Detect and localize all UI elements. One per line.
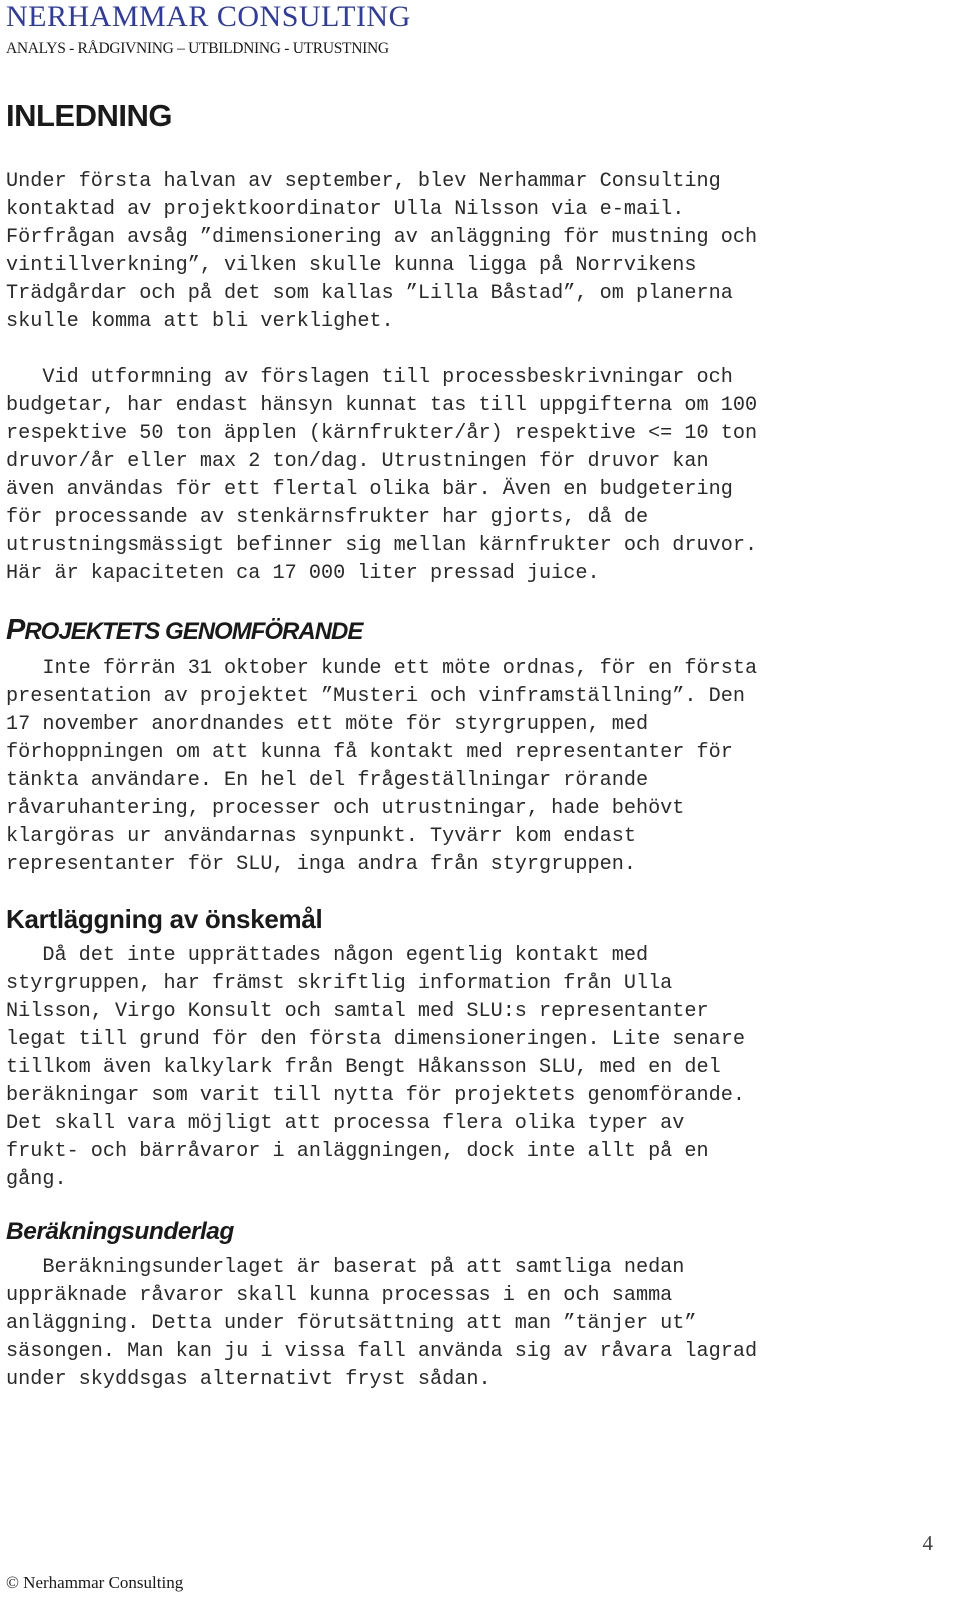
footer-copyright: © Nerhammar Consulting — [6, 1573, 184, 1592]
heading-inledning: INLEDNING — [6, 98, 172, 133]
calculation-paragraph: Beräkningsunderlaget är baserat på att samtliga nedan uppräknade råvaror skall kunna processas i en och samma anläggning. Detta under förutsättning att man ”tänjer ut” säsongen. Man kan ju i vissa fall använda sig av råvara lagrad under skyddsgas alternativt fryst sådan. — [6, 1256, 758, 1391]
heading-kartlaggning: Kartläggning av önskemål — [6, 904, 323, 934]
intro-paragraph-2: Vid utformning av förslagen till processbeskrivningar och budgetar, har endast hänsyn kunnat tas till uppgifterna om 100 respektive 50 ton äpplen (kärnfrukter/år) respektive <= 10 ton druvor/år eller max 2 ton/dag. Utrustningen för druvor kan även användas för ett flertal olika bär. Även en budgetering för processande av stenkärnsfrukter har gjorts, då de utrustningsmässigt befinner sig mellan kärnfrukter och druvor. Här är kapaciteten ca 17 000 liter pressad juice. — [6, 366, 758, 585]
letterhead — [6, 0, 411, 59]
page-number: 4 — [922, 1531, 933, 1555]
heading-first-letter: P — [6, 614, 25, 646]
company-name: NERHAMMAR CONSULTING — [6, 0, 411, 33]
mapping-paragraph: Då det inte upprättades någon egentlig kontakt med styrgruppen, har främst skriftlig information från Ulla Nilsson, Virgo Konsult och samtal med SLU:s representanter legat till grund för den första dimensioneringen. Lite senare tillkom även kalkylark från Bengt Håkansson SLU, med en del beräkningar som varit till nytta för projektets genomförande. Det skall vara möjligt att processa flera olika typer av frukt- och bärråvaror i anläggningen, dock inte allt på en gång. — [6, 944, 745, 1191]
company-tagline: ANALYS - RÅDGIVNING – UTBILDNING - UTRUSTNING — [6, 40, 389, 57]
project-paragraph: Inte förrän 31 oktober kunde ett möte ordnas, för en första presentation av projektet ”Musteri och vinframställning”. Den 17 november anordnandes ett möte för styrgruppen, med förhoppningen om att kunna få kontakt med representanter för tänkta användare. En hel del frågeställningar rörande råvaruhantering, processer och utrustningar, hade behövt klargöras ur användarnas synpunkt. Tyvärr kom endast representanter för SLU, inga andra från styrgruppen. — [6, 657, 758, 876]
heading-rest: ROJEKTETS GENOMFÖRANDE — [24, 618, 363, 645]
heading-berakningsunderlag: Beräkningsunderlag — [6, 1218, 234, 1245]
intro-paragraph-1: Under första halvan av september, blev Nerhammar Consulting kontaktad av projektkoordinator Ulla Nilsson via e-mail. Förfrågan avsåg ”dimensionering av anläggning för mustning och vintillverkning”, vilken skulle kunna ligga på Norrvikens Trädgårdar och på det som kallas ”Lilla Båstad”, om planerna skulle komma att bli verklighet. — [6, 170, 758, 333]
heading-projektets-genomforande — [6, 614, 362, 648]
